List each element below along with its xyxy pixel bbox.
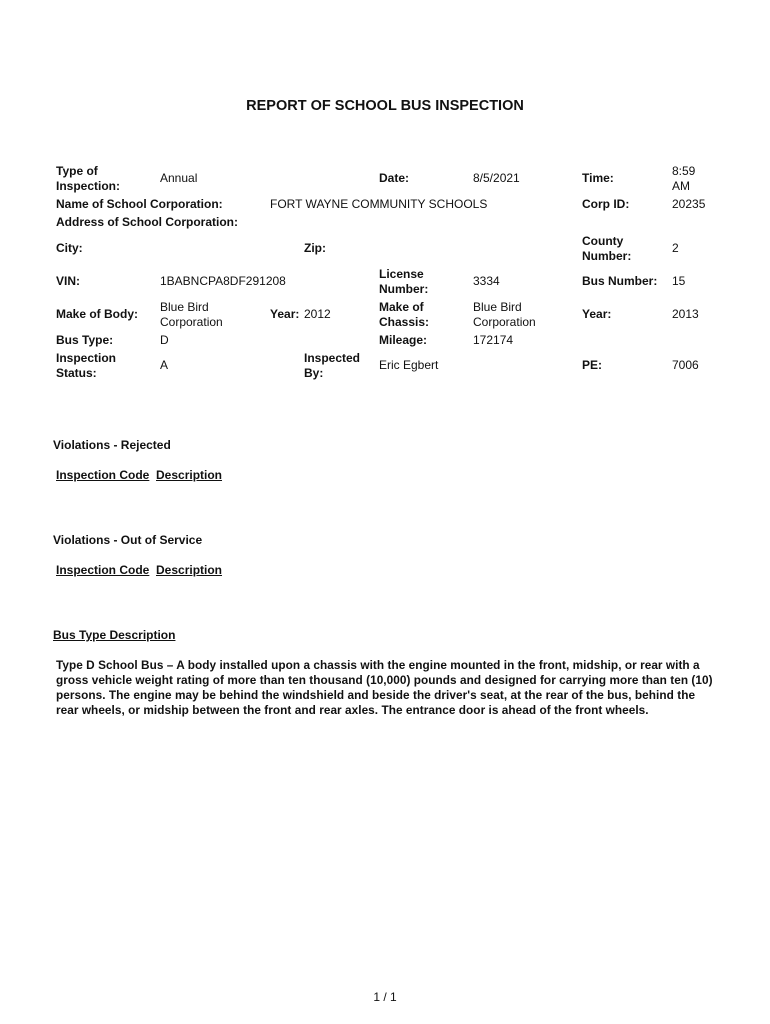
license-label: License Number: — [379, 267, 429, 296]
date-value: 8/5/2021 — [473, 171, 520, 185]
make-chassis-label: Make of Chassis: — [379, 300, 430, 329]
bus-type-description-heading: Bus Type Description — [53, 628, 176, 642]
oos-col-code: Inspection Code — [56, 563, 150, 577]
city-label: City: — [56, 241, 83, 255]
status-label: Inspection Status: — [56, 351, 117, 380]
oos-col-description: Description — [156, 563, 223, 577]
status-value: A — [160, 358, 169, 372]
bus-type-description-text: Type D School Bus – A body installed upon a chassis with the engine mounted in the front, midship, or rear with a gross vehicle weight rating of more than ten thousand (10,000) pounds and designed for carrying more than ten (10) persons. The engine may be behind the windshield and beside the driver's seat, at the rear of the bus, behind the rear wheels, or midship between the front and rear axles. The entrance door is ahead of the front wheels. — [56, 658, 713, 717]
mileage-value: 172174 — [473, 333, 514, 347]
chassis-year-label: Year: — [582, 307, 612, 321]
county-value: 2 — [672, 241, 679, 255]
zip-label: Zip: — [304, 241, 326, 255]
rejected-col-code: Inspection Code — [56, 468, 150, 482]
corp-id-label: Corp ID: — [582, 197, 630, 211]
body-year-value: 2012 — [304, 307, 331, 321]
make-chassis-value: Blue Bird Corporation — [473, 300, 536, 329]
bus-number-value: 15 — [672, 274, 686, 288]
corp-id-value: 20235 — [672, 197, 706, 211]
bus-type-label: Bus Type: — [56, 333, 114, 347]
mileage-label: Mileage: — [379, 333, 428, 347]
time-value: 8:59 AM — [672, 164, 696, 193]
inspection-type-label: Type of Inspection: — [56, 164, 121, 193]
corp-name-label: Name of School Corporation: — [56, 197, 223, 211]
bus-type-value: D — [160, 333, 169, 347]
violations-oos-heading: Violations - Out of Service — [53, 533, 203, 547]
rejected-col-description: Description — [156, 468, 223, 482]
inspection-type-value: Annual — [160, 171, 198, 185]
make-body-value: Blue Bird Corporation — [160, 300, 223, 329]
corp-name-value: FORT WAYNE COMMUNITY SCHOOLS — [270, 197, 488, 211]
page-number: 1 / 1 — [373, 990, 397, 1004]
date-label: Date: — [379, 171, 410, 185]
report-title: REPORT OF SCHOOL BUS INSPECTION — [246, 98, 524, 114]
vin-label: VIN: — [56, 274, 80, 288]
address-label: Address of School Corporation: — [56, 215, 239, 229]
pe-label: PE: — [582, 358, 603, 372]
license-value: 3334 — [473, 274, 500, 288]
inspected-by-value: Eric Egbert — [379, 358, 439, 372]
county-label: County Number: — [582, 234, 632, 263]
body-year-label: Year: — [270, 307, 300, 321]
bus-number-label: Bus Number: — [582, 274, 658, 288]
pe-value: 7006 — [672, 358, 699, 372]
vin-value: 1BABNCPA8DF291208 — [160, 274, 286, 288]
time-label: Time: — [582, 171, 614, 185]
violations-rejected-heading: Violations - Rejected — [53, 438, 171, 452]
chassis-year-value: 2013 — [672, 307, 699, 321]
inspected-by-label: Inspected By: — [304, 351, 361, 380]
make-body-label: Make of Body: — [56, 307, 139, 321]
